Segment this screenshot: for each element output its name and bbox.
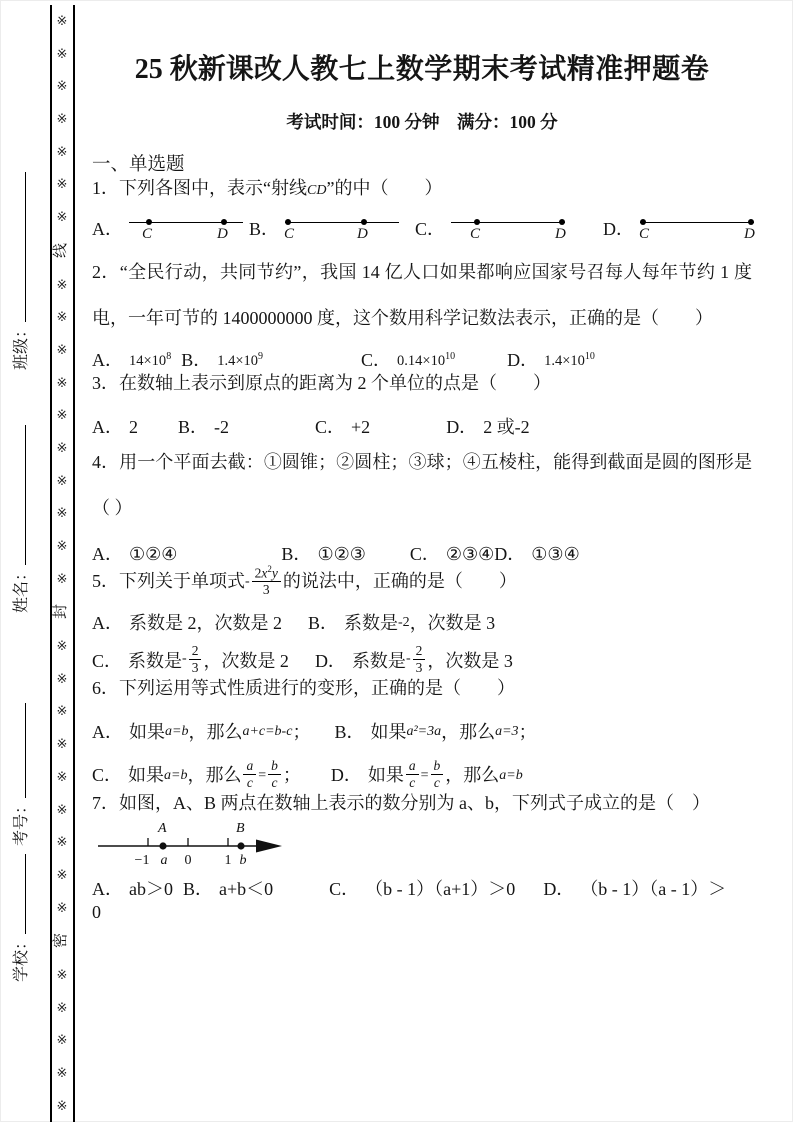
option-letter: B． [281,543,312,564]
option-text: ； [282,765,301,786]
exam-number-blank-line [10,703,26,798]
fraction-denominator: c [271,774,278,790]
question-1-text [92,177,752,200]
option-text: 系数是 [351,650,406,671]
exponent: 9 [258,351,264,363]
fraction-denominator: 3 [191,659,199,675]
q2-option-c [361,349,455,372]
name-label: 姓名： [13,564,30,613]
question-7-option-d-wrap: 0 [92,901,101,922]
exponent: 10 [445,351,456,363]
option-letter: A． [92,721,123,742]
option-value: -2 [214,416,230,437]
question-3-text: 3．在数轴上表示到原点的距离为 2 个单位的点是（ ） [92,373,551,394]
seal-mark: ※ [56,999,68,1015]
option-letter: A． [92,543,123,564]
option-value: ①②③ [317,543,366,564]
question-4-text: 4．用一个平面去截：①圆锥；②圆柱；③球；④五棱柱，能得到截面是圆的图形是（ ） [92,451,752,518]
equation: a+c=b-c [242,724,293,740]
scientific-notation [544,350,595,371]
exam-time-score: 考试时间：100 分钟 满分：100 分 [286,111,558,132]
q2-option-b [181,349,263,372]
seal-mark: ※ [56,736,68,752]
option-text: ，次数是 3 [409,612,496,633]
coefficient: 2 [254,565,262,581]
point-d-label: D [357,225,368,242]
point-c-label: C [284,225,295,242]
q5-option-b [308,612,495,635]
option-value: ①②④ [129,543,178,564]
fraction-denominator: c [409,774,416,790]
option-letter: D． [507,349,539,370]
seal-character: 封 [53,604,70,620]
seal-line-strip [51,14,73,1112]
student-info-fields [8,0,48,1122]
question-1-suffix: ”的中（ ） [326,178,443,199]
mantissa: 14×10 [129,352,167,369]
variable-x: x [261,565,268,581]
point-d-label: D [555,225,566,242]
seal-mark: ※ [56,638,68,654]
seal-mark: ※ [56,866,68,882]
seal-mark: ※ [56,538,68,553]
option-letter: A． [92,219,123,240]
seal-mark: ※ [56,834,68,850]
number-line-figure [96,820,306,876]
value-b-label: b [239,852,247,868]
equation: a=b [165,724,189,740]
seal-mark: ※ [56,78,68,94]
seal-mark: ※ [56,439,68,455]
option-text: 如果 [129,721,165,742]
seal-mark: ※ [56,374,68,390]
question-1-options [92,211,755,249]
q4-option-b [281,543,365,566]
option-text: 如果 [367,765,404,786]
option-text: ； [518,721,537,742]
seal-character: 密 [53,933,70,949]
q1-option-c [415,211,565,249]
option-letter: B． [334,721,365,742]
line [640,222,754,224]
option-text: ，次数是 3 [427,650,513,671]
line-through-cd-figure [129,211,243,249]
option-letter: D． [314,650,346,671]
option-letter: A． [92,878,123,899]
question-6-options-row2 [92,760,752,792]
seal-mark: ※ [56,1065,68,1080]
seal-mark: ※ [56,341,68,357]
mantissa: 1.4×10 [217,352,259,369]
minus-sign: - [182,651,187,667]
ray-dc-figure [451,211,565,249]
equals-sign: = [420,768,429,783]
minus-sign: - [405,651,411,667]
option-letter: C． [409,543,440,564]
seal-mark: ※ [56,143,68,159]
option-letter: A． [92,416,123,437]
question-5-options-row1 [92,612,752,635]
point-c-label: C [142,225,153,242]
seal-mark: ※ [56,111,68,127]
option-letter: B． [178,416,209,437]
option-value: +2 [351,416,371,437]
variable-y: y [271,565,278,581]
q7-option-b [183,878,273,901]
section-heading: 一、单选题 [92,155,185,176]
question-5-suffix: 的说法中，正确的是（ ） [282,571,517,592]
mantissa: 1.4×10 [544,352,585,369]
q6-option-b [334,721,536,744]
coefficient-fraction [189,643,202,675]
fraction-numerator: a [406,758,419,775]
option-letter: C． [329,878,360,899]
option-letter: D． [494,543,526,564]
fraction-b-over-c [431,758,444,790]
seal-mark: ※ [56,801,68,817]
fraction-denominator: 3 [415,659,423,675]
school-label: 学校： [13,933,30,982]
school-field [8,854,31,982]
question-3-options [92,416,752,439]
exam-number-label: 考号： [13,797,30,846]
q3-option-d [446,416,530,439]
page-title [92,0,752,87]
seal-border-line-right [73,5,75,1122]
option-text: 系数是 [344,612,399,633]
q1-option-d [603,211,754,249]
option-letter: C． [361,349,392,370]
fraction-numerator: b [431,758,444,775]
title-prefix: 25 秋新课改 [134,54,282,85]
fraction-denominator: 3 [262,582,270,598]
exponent: 2 [267,564,272,575]
point-b-label: B [236,820,245,836]
seal-character: 线 [53,242,70,258]
q1-option-a [92,211,243,249]
q5-option-d [315,645,513,677]
fraction-numerator: b [268,758,281,775]
option-value: ②③④ [445,543,495,564]
option-letter: D． [330,765,362,786]
q6-option-a [92,721,310,744]
equals-sign: = [258,768,267,783]
equation: a=3 [495,724,519,740]
equation: a=b [499,768,523,783]
coefficient-fraction [413,643,426,675]
exponent: 10 [584,351,595,363]
question-2-text: 2．“全民行动，共同节约”，我国 14 亿人口如果都响应国家号召每人每年节约 1 度电，一年可节的 1400000000 度，这个数用科学记数法表示，正确的是（ ） [92,261,752,328]
q4-option-c [410,543,494,566]
value-a-label: a [160,852,168,868]
question-5-prefix: 5．下列关于单项式 [92,571,245,592]
option-value: a+b＜0 [219,878,274,899]
option-text: ； [292,721,311,742]
line [451,222,565,224]
option-letter: C． [415,219,446,240]
option-value: ab＞0 [129,878,173,899]
point-b-dot [237,842,244,849]
segment-cd-figure [640,211,754,249]
fraction-numerator: 2 [413,643,426,660]
q6-option-c [92,760,301,792]
seal-mark: ※ [56,899,68,915]
fraction-b-over-c [268,758,281,790]
fraction-a-over-c [406,758,419,790]
q3-option-b [178,416,229,439]
option-letter: C． [315,416,346,437]
seal-mark: ※ [56,13,68,28]
q7-option-d [543,878,726,901]
scientific-notation [129,350,171,371]
option-letter: A． [92,612,123,633]
class-field [8,172,31,370]
option-letter: B． [308,612,339,633]
question-7-options [92,878,752,901]
option-letter: C． [92,765,123,786]
exam-content [92,0,755,924]
option-letter: D． [543,878,575,899]
seal-mark: ※ [56,209,68,225]
option-letter: D． [446,416,478,437]
option-letter: B． [181,349,212,370]
question-5-text [92,566,752,600]
q6-option-d [331,760,523,792]
option-letter: C． [92,650,123,671]
option-letter: A． [92,349,123,370]
q7-option-c [329,878,515,901]
question-5-options-row2 [92,645,752,677]
seal-mark: ※ [56,703,68,719]
point-a-dot [159,842,166,849]
seal-mark: ※ [56,570,68,586]
option-text: 如果 [370,721,407,742]
seal-mark: ※ [56,472,68,488]
exam-number-field [8,703,31,846]
option-value: ①③④ [531,543,580,564]
tick-label-0: 0 [184,852,192,868]
seal-mark: ※ [56,1032,68,1048]
exponent: 8 [166,351,172,363]
question-4-options [92,543,752,566]
seal-mark: ※ [56,670,68,686]
question-7-text: 7．如图，A、B 两点在数轴上表示的数分别为 a、b，下列式子成立的是（ ） [92,793,710,814]
option-value: （b - 1）（a+1）＞0 [365,878,516,899]
q3-option-c [315,416,370,439]
arrow-head [256,839,282,852]
point-a-label: A [158,820,167,836]
question-6-options-row1 [92,721,752,744]
seal-mark: ※ [56,45,68,61]
q4-option-a [92,543,177,566]
q4-option-d [494,543,579,566]
point-d-label: D [217,225,228,242]
option-text: 如果 [128,765,165,786]
seal-mark: ※ [56,768,68,784]
fraction-numerator: a [243,758,256,775]
seal-mark: ※ [56,407,68,423]
option-letter: B． [249,219,280,240]
title-main: 人教七上数学期末考试精准押题卷 [281,53,710,84]
seal-mark: ※ [56,309,68,325]
fraction-denominator: c [433,774,440,790]
option-text: ，那么 [441,721,496,742]
equation: a²=3a [406,724,442,740]
scientific-notation [217,350,263,371]
question-1-ray-name: CD [307,183,327,199]
fraction-numerator: 2 [189,643,202,660]
point-d-label: D [744,225,755,242]
fraction-numerator [252,564,281,582]
q3-option-a [92,416,138,439]
option-letter: B． [183,878,214,899]
scientific-notation [397,350,455,371]
fraction-denominator: c [246,774,253,790]
equation: a=b [164,768,188,783]
point-c-label: C [470,225,481,242]
option-text: ，那么 [445,765,500,786]
option-value: （b - 1）（a - 1）＞ [580,878,727,899]
ray-cd-figure [285,211,399,249]
option-text: 系数是 [128,650,183,671]
option-value: 系数是 2，次数是 2 [129,612,282,633]
seal-mark: ※ [56,966,68,982]
seal-mark: ※ [56,276,68,292]
seal-mark: ※ [56,505,68,521]
point-c-label: C [639,225,650,242]
class-blank-line [10,172,26,322]
q1-option-b [249,211,399,249]
line [285,222,399,224]
q5-option-c [92,645,289,677]
question-2-options [92,349,752,372]
fraction-a-over-c [243,758,256,790]
name-blank-line [10,425,26,565]
option-value: 2 [129,416,138,437]
option-value: 2 或-2 [483,416,530,437]
seal-mark: ※ [56,176,68,192]
question-6-text: 6．下列运用等式性质进行的变形，正确的是（ ） [92,678,515,699]
school-blank-line [10,854,26,934]
name-field [8,425,31,613]
minus-sign: - [245,574,250,590]
option-text: ，次数是 2 [203,650,289,671]
seal-mark: ※ [56,1097,68,1113]
q5-option-a [92,612,282,635]
tick-label-1: 1 [224,852,232,868]
q2-option-a [92,349,171,372]
option-text: ，那么 [188,721,243,742]
question-1-prefix: 1．下列各图中，表示“射线 [92,178,307,199]
q2-option-d [507,349,595,372]
monomial-fraction [252,564,281,598]
option-letter: D． [603,219,635,240]
q7-option-a [92,878,173,901]
coefficient-value: -2 [398,615,410,631]
option-text: ，那么 [187,765,242,786]
tick-label-minus1: −1 [134,852,150,868]
class-label: 班级： [13,321,30,370]
mantissa: 0.14×10 [397,352,446,369]
